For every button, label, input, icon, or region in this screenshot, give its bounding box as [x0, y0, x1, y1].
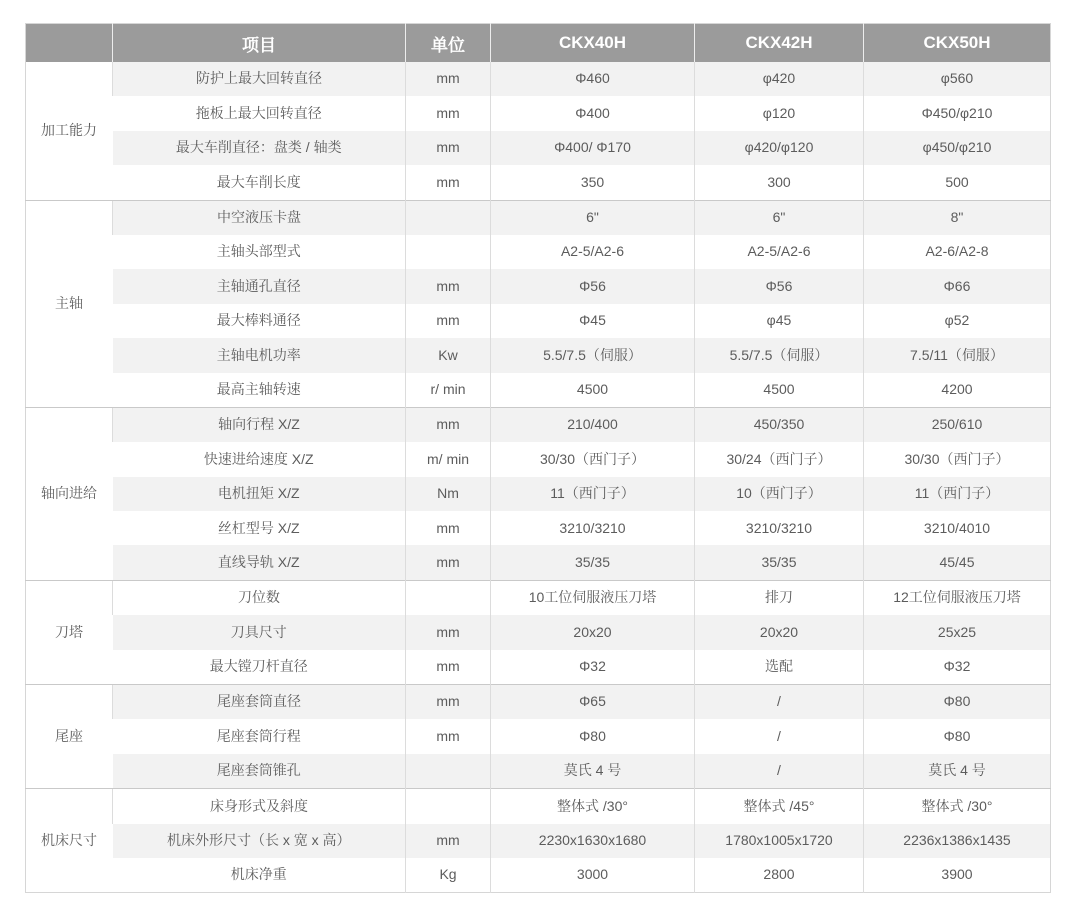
item-cell: 轴向行程 X/Z — [113, 407, 406, 442]
table-row — [26, 96, 1051, 130]
header-row — [26, 24, 1051, 63]
category-cell: 主轴 — [26, 200, 113, 407]
value-cell-ckx42h: / — [695, 754, 864, 789]
value-cell-ckx50h: Φ66 — [864, 269, 1051, 303]
item-cell: 快速进给速度 X/Z — [113, 442, 406, 476]
value-cell-ckx50h: Φ32 — [864, 650, 1051, 685]
value-cell-ckx50h: 7.5/11（伺服） — [864, 338, 1051, 372]
header-model-ckx40h: CKX40H — [491, 24, 695, 63]
value-cell-ckx40h: Φ32 — [491, 650, 695, 685]
category-cell: 轴向进给 — [26, 407, 113, 580]
value-cell-ckx50h: φ560 — [864, 62, 1051, 96]
value-cell-ckx50h: Φ80 — [864, 719, 1051, 753]
table-row — [26, 754, 1051, 789]
unit-cell: Kg — [406, 858, 491, 893]
category-cell: 加工能力 — [26, 62, 113, 200]
table-row — [26, 511, 1051, 545]
value-cell-ckx40h: 5.5/7.5（伺服） — [491, 338, 695, 372]
table-row — [26, 338, 1051, 372]
table-row — [26, 580, 1051, 615]
value-cell-ckx40h: 3000 — [491, 858, 695, 893]
value-cell-ckx50h: Φ450/φ210 — [864, 96, 1051, 130]
unit-cell: mm — [406, 685, 491, 720]
table-row — [26, 269, 1051, 303]
table-row — [26, 407, 1051, 442]
value-cell-ckx50h: 整体式 /30° — [864, 789, 1051, 824]
value-cell-ckx50h: 3210/4010 — [864, 511, 1051, 545]
table-row — [26, 200, 1051, 235]
table-row — [26, 685, 1051, 720]
value-cell-ckx42h: A2-5/A2-6 — [695, 235, 864, 269]
item-cell: 刀位数 — [113, 580, 406, 615]
value-cell-ckx40h: Φ400 — [491, 96, 695, 130]
value-cell-ckx50h: 30/30（西门子） — [864, 442, 1051, 476]
header-item-column: 项目 — [113, 24, 406, 63]
value-cell-ckx40h: 350 — [491, 165, 695, 200]
value-cell-ckx50h: 250/610 — [864, 407, 1051, 442]
category-cell: 尾座 — [26, 685, 113, 789]
item-cell: 尾座套筒行程 — [113, 719, 406, 753]
header-model-ckx50h: CKX50H — [864, 24, 1051, 63]
value-cell-ckx42h: 6" — [695, 200, 864, 235]
unit-cell: mm — [406, 650, 491, 685]
table-row — [26, 615, 1051, 649]
value-cell-ckx42h: 35/35 — [695, 545, 864, 580]
value-cell-ckx40h: 30/30（西门子） — [491, 442, 695, 476]
value-cell-ckx50h: φ52 — [864, 304, 1051, 338]
value-cell-ckx50h: 11（西门子） — [864, 477, 1051, 511]
value-cell-ckx40h: 6" — [491, 200, 695, 235]
table-row — [26, 650, 1051, 685]
value-cell-ckx42h: 3210/3210 — [695, 511, 864, 545]
table-row — [26, 304, 1051, 338]
value-cell-ckx42h: / — [695, 719, 864, 753]
value-cell-ckx42h: φ420/φ120 — [695, 131, 864, 165]
item-cell: 尾座套筒直径 — [113, 685, 406, 720]
value-cell-ckx40h: 莫氏 4 号 — [491, 754, 695, 789]
item-cell: 主轴电机功率 — [113, 338, 406, 372]
item-cell: 中空液压卡盘 — [113, 200, 406, 235]
item-cell: 直线导轨 X/Z — [113, 545, 406, 580]
value-cell-ckx42h: 4500 — [695, 373, 864, 408]
table-row — [26, 545, 1051, 580]
value-cell-ckx50h: 4200 — [864, 373, 1051, 408]
value-cell-ckx42h: 排刀 — [695, 580, 864, 615]
unit-cell: mm — [406, 165, 491, 200]
value-cell-ckx40h: Φ45 — [491, 304, 695, 338]
item-cell: 最大镗刀杆直径 — [113, 650, 406, 685]
item-cell: 机床外形尺寸（长 x 宽 x 高） — [113, 824, 406, 858]
value-cell-ckx42h: 5.5/7.5（伺服） — [695, 338, 864, 372]
value-cell-ckx40h: 11（西门子） — [491, 477, 695, 511]
value-cell-ckx50h: 8" — [864, 200, 1051, 235]
value-cell-ckx50h: 12工位伺服液压刀塔 — [864, 580, 1051, 615]
value-cell-ckx42h: φ120 — [695, 96, 864, 130]
value-cell-ckx40h: Φ56 — [491, 269, 695, 303]
value-cell-ckx40h: 4500 — [491, 373, 695, 408]
value-cell-ckx42h: 整体式 /45° — [695, 789, 864, 824]
item-cell: 最高主轴转速 — [113, 373, 406, 408]
value-cell-ckx50h: Φ80 — [864, 685, 1051, 720]
unit-cell: mm — [406, 407, 491, 442]
value-cell-ckx40h: Φ65 — [491, 685, 695, 720]
table-row — [26, 131, 1051, 165]
item-cell: 主轴通孔直径 — [113, 269, 406, 303]
unit-cell: Nm — [406, 477, 491, 511]
table-row — [26, 442, 1051, 476]
unit-cell — [406, 235, 491, 269]
table-row — [26, 235, 1051, 269]
unit-cell — [406, 580, 491, 615]
unit-cell — [406, 789, 491, 824]
value-cell-ckx40h: 35/35 — [491, 545, 695, 580]
value-cell-ckx42h: φ420 — [695, 62, 864, 96]
item-cell: 防护上最大回转直径 — [113, 62, 406, 96]
item-cell: 最大车削长度 — [113, 165, 406, 200]
value-cell-ckx42h: Φ56 — [695, 269, 864, 303]
value-cell-ckx40h: A2-5/A2-6 — [491, 235, 695, 269]
unit-cell: mm — [406, 545, 491, 580]
value-cell-ckx50h: 3900 — [864, 858, 1051, 893]
table-row — [26, 858, 1051, 893]
value-cell-ckx40h: 整体式 /30° — [491, 789, 695, 824]
item-cell: 电机扭矩 X/Z — [113, 477, 406, 511]
value-cell-ckx50h: φ450/φ210 — [864, 131, 1051, 165]
unit-cell: mm — [406, 615, 491, 649]
unit-cell — [406, 200, 491, 235]
value-cell-ckx42h: 300 — [695, 165, 864, 200]
unit-cell: mm — [406, 824, 491, 858]
item-cell: 丝杠型号 X/Z — [113, 511, 406, 545]
unit-cell: mm — [406, 719, 491, 753]
unit-cell: r/ min — [406, 373, 491, 408]
category-cell: 刀塔 — [26, 580, 113, 684]
machine-spec-table — [25, 23, 1051, 893]
unit-cell: mm — [406, 62, 491, 96]
value-cell-ckx42h: φ45 — [695, 304, 864, 338]
category-cell: 机床尺寸 — [26, 789, 113, 893]
value-cell-ckx40h: 3210/3210 — [491, 511, 695, 545]
item-cell: 刀具尺寸 — [113, 615, 406, 649]
header-unit-column: 单位 — [406, 24, 491, 63]
unit-cell: mm — [406, 269, 491, 303]
value-cell-ckx42h: 30/24（西门子） — [695, 442, 864, 476]
unit-cell — [406, 754, 491, 789]
unit-cell: mm — [406, 304, 491, 338]
item-cell: 床身形式及斜度 — [113, 789, 406, 824]
table-row — [26, 719, 1051, 753]
table-row — [26, 477, 1051, 511]
value-cell-ckx42h: 450/350 — [695, 407, 864, 442]
item-cell: 机床净重 — [113, 858, 406, 893]
unit-cell: mm — [406, 511, 491, 545]
value-cell-ckx40h: 210/400 — [491, 407, 695, 442]
item-cell: 主轴头部型式 — [113, 235, 406, 269]
value-cell-ckx42h: 10（西门子） — [695, 477, 864, 511]
table-row — [26, 789, 1051, 824]
value-cell-ckx42h: 1780x1005x1720 — [695, 824, 864, 858]
value-cell-ckx40h: Φ460 — [491, 62, 695, 96]
value-cell-ckx42h: 2800 — [695, 858, 864, 893]
item-cell: 拖板上最大回转直径 — [113, 96, 406, 130]
value-cell-ckx42h: / — [695, 685, 864, 720]
item-cell: 尾座套筒锥孔 — [113, 754, 406, 789]
value-cell-ckx50h: 2236x1386x1435 — [864, 824, 1051, 858]
unit-cell: mm — [406, 131, 491, 165]
header-corner-cell — [26, 24, 113, 63]
table-row — [26, 62, 1051, 96]
value-cell-ckx40h: 20x20 — [491, 615, 695, 649]
value-cell-ckx42h: 20x20 — [695, 615, 864, 649]
unit-cell: mm — [406, 96, 491, 130]
value-cell-ckx40h: Φ400/ Φ170 — [491, 131, 695, 165]
table-row — [26, 373, 1051, 408]
value-cell-ckx40h: 10工位伺服液压刀塔 — [491, 580, 695, 615]
value-cell-ckx50h: 45/45 — [864, 545, 1051, 580]
value-cell-ckx50h: 500 — [864, 165, 1051, 200]
value-cell-ckx50h: 25x25 — [864, 615, 1051, 649]
unit-cell: m/ min — [406, 442, 491, 476]
item-cell: 最大棒料通径 — [113, 304, 406, 338]
table-row — [26, 165, 1051, 200]
table-row — [26, 824, 1051, 858]
value-cell-ckx40h: Φ80 — [491, 719, 695, 753]
value-cell-ckx50h: 莫氏 4 号 — [864, 754, 1051, 789]
unit-cell: Kw — [406, 338, 491, 372]
value-cell-ckx50h: A2-6/A2-8 — [864, 235, 1051, 269]
header-model-ckx42h: CKX42H — [695, 24, 864, 63]
item-cell: 最大车削直径：盘类 / 轴类 — [113, 131, 406, 165]
value-cell-ckx42h: 选配 — [695, 650, 864, 685]
value-cell-ckx40h: 2230x1630x1680 — [491, 824, 695, 858]
